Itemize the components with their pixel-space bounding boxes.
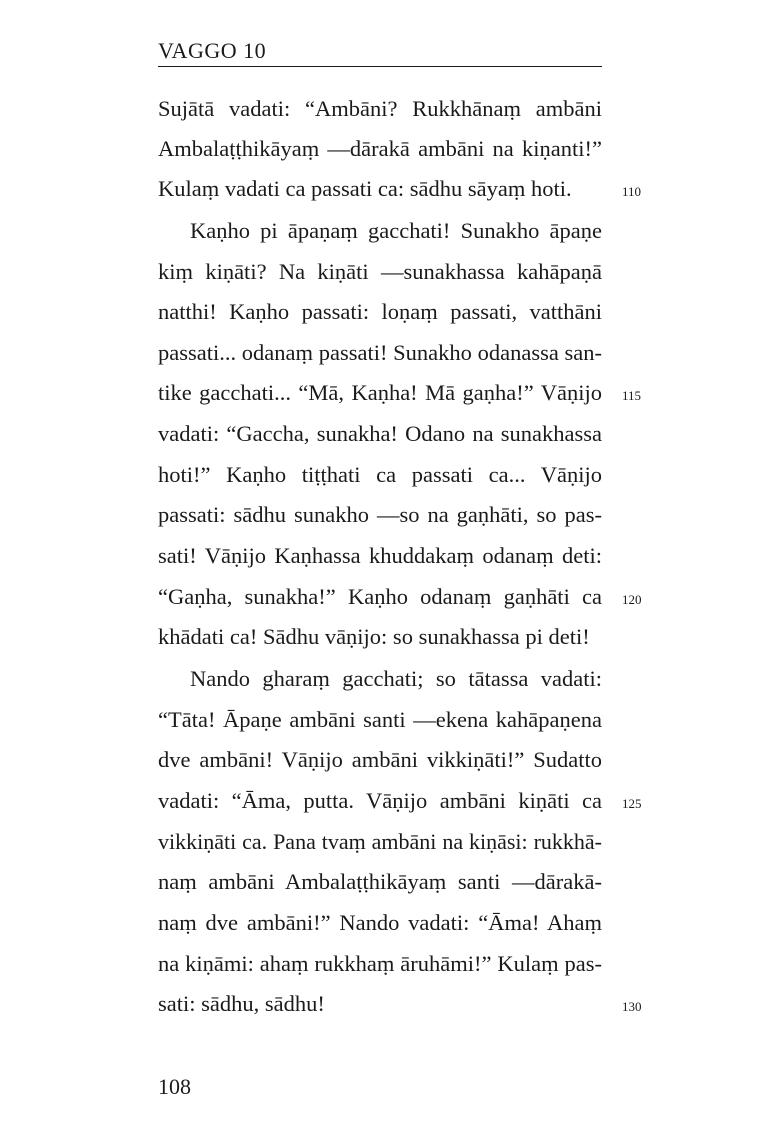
text-line: hoti!” Kaṇho tiṭṭhati ca passati ca... Vāṇijo [158,462,602,487]
running-head-title: VAGGO 10 [158,38,267,63]
text-line: Sujātā vadati: “Ambāni? Rukkhānaṃ ambāni [158,96,602,121]
text-line: vadati: “Āma, putta. Vāṇijo ambāni kiṇāti ca [158,788,602,813]
line-number: 125 [622,796,642,811]
line-number: 130 [622,999,642,1014]
text-line: vikkiṇāti ca. Pana tvaṃ ambāni na kiṇāsi: rukkhā- [158,829,602,854]
text-line: “Tāta! Āpaṇe ambāni santi —ekena kahāpaṇena [158,707,602,732]
line-number: 110 [622,184,642,199]
text-line: passati: sādhu sunakho —so na gaṇhāti, so pas- [158,502,602,527]
text-line: khādati ca! Sādhu vāṇijo: so sunakhassa pi deti! [158,624,590,649]
text-line: naṃ dve ambāni!” Nando vadati: “Āma! Ahaṃ [158,910,602,935]
text-line: dve ambāni! Vāṇijo ambāni vikkiṇāti!” Sudatto [158,747,602,772]
text-line: vadati: “Gaccha, sunakha! Odano na sunakhassa [158,421,602,446]
text-line: tike gacchati... “Mā, Kaṇha! Mā gaṇha!” Vāṇijo [158,380,602,405]
text-line: sati! Vāṇijo Kaṇhassa khuddakaṃ odanaṃ deti: [158,543,602,568]
text-line: naṃ ambāni Ambalaṭṭhikāyaṃ santi —dārakā- [158,869,602,894]
line-number: 120 [622,592,642,607]
text-line: “Gaṇha, sunakha!” Kaṇho odanaṃ gaṇhāti ca [158,584,602,609]
running-head [158,38,602,67]
text-line: kiṃ kiṇāti? Na kiṇāti —sunakhassa kahāpaṇā [158,259,602,284]
line-number: 115 [622,388,642,403]
text-line: na kiṇāmi: ahaṃ rukkhaṃ āruhāmi!” Kulaṃ pas- [158,951,602,976]
text-line: Nando gharaṃ gacchati; so tātassa vadati: [190,666,602,691]
text-line: Ambalaṭṭhikāyaṃ —dārakā ambāni na kiṇanti!” [158,136,602,161]
text-line: natthi! Kaṇho passati: loṇaṃ passati, vatthāni [158,299,602,324]
text-line: sati: sādhu, sādhu! [158,991,325,1016]
page-number: 108 [158,1074,191,1099]
text-line: Kulaṃ vadati ca passati ca: sādhu sāyaṃ hoti. [158,176,572,201]
text-line: passati... odanaṃ passati! Sunakho odanassa san- [158,340,602,365]
text-line: Kaṇho pi āpaṇaṃ gacchati! Sunakho āpaṇe [190,218,602,243]
